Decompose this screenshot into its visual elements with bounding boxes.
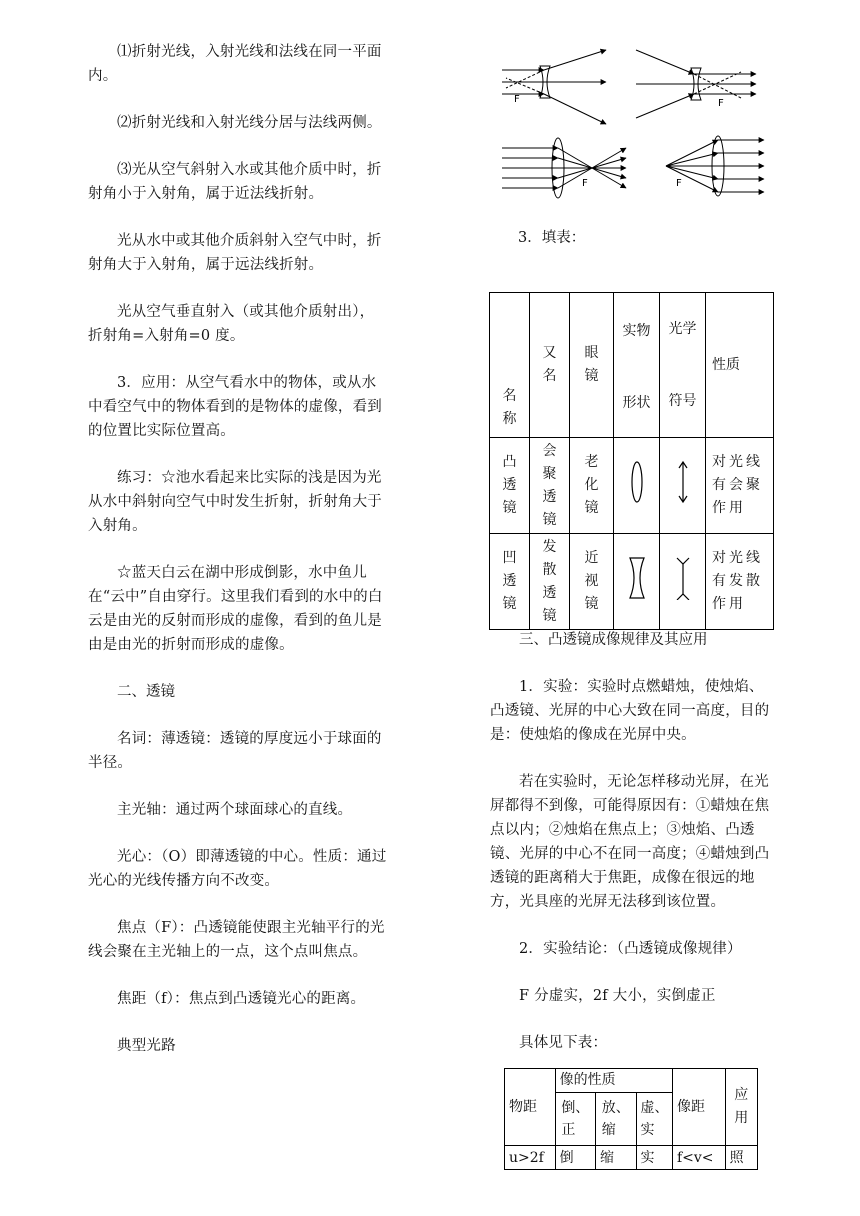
paragraph-experiment: 1．实验：实验时点燃蜡烛，使烛焰、凸透镜、光屏的中心大致在同一高度，目的是：使烛焰的像成在光屏中央。 [490, 679, 770, 743]
table-row [490, 438, 774, 534]
cell-image-distance: f<v< [672, 1146, 725, 1170]
cell-property: 对光线有发散作用 [706, 534, 774, 630]
paragraph-focal-point: 焦点（F）：凸透镜能使跟主光轴平行的光线会聚在主光轴上的一点，这个点叫焦点。 [88, 920, 385, 960]
paragraph-perpendicular: 光从空气垂直射入（或其他介质射出），折射角=入射角=0 度。 [88, 304, 375, 344]
paragraph-thin-lens: 名词：薄透镜：透镜的厚度远小于球面的半径。 [88, 731, 382, 771]
concave-lens-symbol-icon [660, 534, 706, 630]
left-column [88, 40, 388, 1081]
light-path-diagrams [496, 40, 776, 200]
focus-label: F [514, 94, 520, 105]
paragraph-rhyme: F 分虚实，2f 大小，实倒虚正 [519, 988, 716, 1004]
paragraph-conclusion: 2．实验结论：（凸透镜成像规律） [519, 941, 742, 957]
header-glasses: 眼镜 [570, 293, 614, 438]
convex-lens-shape-icon [614, 438, 660, 534]
paragraph-application: 3．应用：从空气看水中的物体，或从水中看空气中的物体看到的是物体的虚像，看到的位置比实际位置高。 [88, 375, 382, 439]
cell-inverted-upright: 倒 [555, 1146, 595, 1170]
header-alias: 又名 [530, 293, 570, 438]
cell-name: 凸透镜 [490, 438, 530, 534]
header-inverted-upright: 倒、正 [555, 1092, 595, 1146]
header-image-nature: 像的性质 [555, 1069, 672, 1093]
paragraph-air-to-water: ⑶光从空气斜射入水或其他介质中时，折射角小于入射角，属于近法线折射。 [88, 162, 382, 202]
table-header-row [490, 293, 774, 438]
cell-object-distance: u>2f [505, 1146, 556, 1170]
lens-comparison-table [489, 292, 774, 630]
header-object-distance: 物距 [505, 1069, 556, 1146]
imaging-rules-table [504, 1068, 758, 1170]
cell-glasses: 近视镜 [570, 534, 614, 630]
paragraph-optical-center: 光心：（O）即薄透镜的中心。性质：通过光心的光线传播方向不改变。 [88, 849, 387, 889]
table-header-row [505, 1069, 758, 1093]
focus-label: F [676, 178, 682, 189]
header-name: 名称 [490, 293, 530, 438]
header-shape: 实物形状 [614, 293, 660, 438]
paragraph-principal-axis: 主光轴：通过两个球面球心的直线。 [117, 802, 353, 818]
section-heading-lens: 二、透镜 [117, 684, 175, 700]
convex-lens-converging-diagram [502, 138, 626, 198]
fill-table-label: 3．填表： [518, 230, 586, 246]
cell-property: 对光线有会聚作用 [706, 438, 774, 534]
paragraph-refraction-plane: ⑴折射光线，入射光线和法线在同一平面内。 [88, 44, 382, 84]
table-row [490, 534, 774, 630]
section-heading-imaging: 三、凸透镜成像规律及其应用 [519, 632, 708, 648]
header-image-distance: 像距 [672, 1069, 725, 1146]
paragraph-typical-paths: 典型光路 [117, 1038, 176, 1054]
convex-lens-symbol-icon [660, 438, 706, 534]
cell-alias: 发散透镜 [530, 534, 570, 630]
concave-lens-shape-icon [614, 534, 660, 630]
cell-application: 照 [725, 1146, 757, 1170]
right-column-text [490, 628, 776, 1078]
header-property: 性质 [706, 293, 774, 438]
header-symbol: 光学符号 [660, 293, 706, 438]
cell-virtual-real: 实 [636, 1146, 672, 1170]
focus-label: F [718, 98, 724, 109]
paragraph-exercise-2: ☆蓝天白云在湖中形成倒影，水中鱼儿在“云中”自由穿行。这里我们看到的水中的白云是由光的反射而形成的虚像，看到的鱼儿是由是由光的折射而形成的虚像。 [88, 565, 383, 653]
focus-label: F [582, 178, 588, 189]
cell-enlarged-reduced: 缩 [596, 1146, 636, 1170]
table-row [505, 1146, 758, 1170]
cell-name: 凹透镜 [490, 534, 530, 630]
header-enlarged-reduced: 放、缩 [596, 1092, 636, 1146]
paragraph-exercise-1: 练习：☆池水看起来比实际的浅是因为光从水中斜射向空气中时发生折射，折射角大于入射角。 [88, 470, 382, 534]
paragraph-refraction-sides: ⑵折射光线和入射光线分居与法线两侧。 [117, 115, 382, 131]
header-virtual-real: 虚、实 [636, 1092, 672, 1146]
paragraph-see-table: 具体见下表： [519, 1035, 608, 1051]
paragraph-focal-length: 焦距（f）：焦点到凸透镜光心的距离。 [117, 991, 366, 1007]
concave-lens-parallel-diagram [636, 50, 756, 118]
paragraph-water-to-air: 光从水中或其他介质斜射入空气中时，折射角大于入射角，属于远法线折射。 [88, 233, 382, 273]
paragraph-no-image-reasons: 若在实验时，无论怎样移动光屏，在光屏都得不到像，可能得原因有：①蜡烛在焦点以内；②烛焰在焦点上；③烛焰、凸透镜、光屏的中心不在同一高度；④蜡烛到凸透镜的距离稍大于焦距，成像在很远的地方，光具座的光屏无法移到该位置。 [490, 774, 770, 910]
header-application: 应用 [725, 1069, 757, 1146]
cell-glasses: 老化镜 [570, 438, 614, 534]
concave-lens-diverging-diagram [502, 50, 606, 124]
cell-alias: 会聚透镜 [530, 438, 570, 534]
